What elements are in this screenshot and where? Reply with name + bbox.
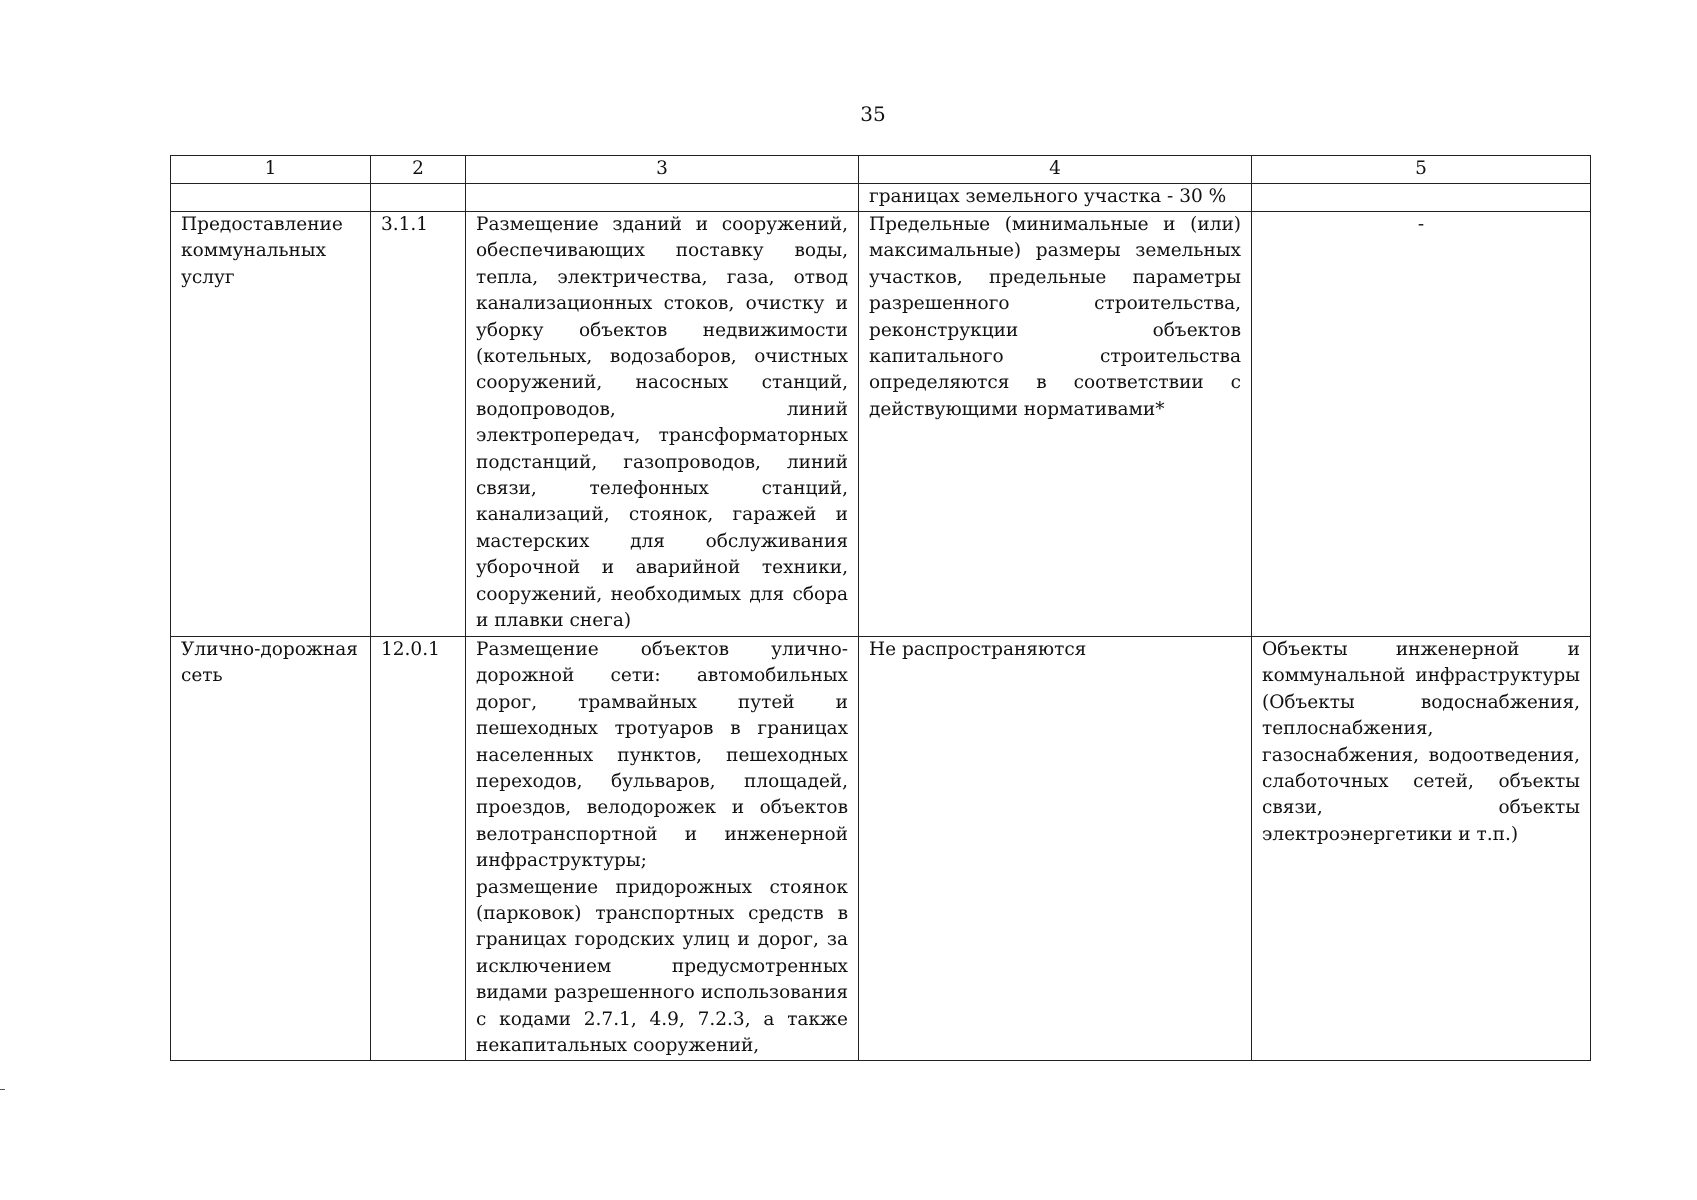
use-notes-cell: - [1252,212,1591,637]
use-parameters-cell: Не распространяются [859,637,1252,1061]
scan-artifact-mark [0,1089,5,1090]
use-parameters-cell: Предельные (минимальные и (или) максимальные) размеры земельных участков, предельные параметры разрешенного строительства, реконструкции объектов капитального строительства определяются в соответствии с действующими нормативами* [859,212,1252,637]
table-row [171,212,1591,637]
table-header-row [171,156,1591,184]
header-cell-2: 2 [371,156,466,184]
page-number: 35 [860,102,886,126]
header-cell-3: 3 [466,156,859,184]
use-name-cell: Улично-дорожная сеть [171,637,371,1061]
use-description-cell: Размещение зданий и сооружений, обеспечивающих поставку воды, тепла, электричества, газа, отвод канализационных стоков, очистку и уборку объектов недвижимости (котельных, водозаборов, очистных сооружений, насосных станций, водопроводов, линий электропередач, трансформаторных подстанций, газопроводов, линий связи, телефонных станций, канализаций, стоянок, гаражей и мастерских для обслуживания уборочной и аварийной техники, сооружений, необходимых для сбора и плавки снега) [466,212,859,637]
use-notes-cell: Объекты инженерной и коммунальной инфраструктуры (Объекты водоснабжения, теплоснабжения, газоснабжения, водоотведения, слаботочных сетей, объекты связи, объекты электроэнергетики и т.п.) [1252,637,1591,1061]
table-row [171,637,1591,1061]
use-description-cell [466,637,859,1061]
header-cell-1: 1 [171,156,371,184]
use-name-cell: Предоставление коммунальных услуг [171,212,371,637]
land-use-table [170,155,1591,1061]
continuation-cell-5 [1252,184,1591,212]
header-cell-5: 5 [1252,156,1591,184]
description-paragraph: размещение придорожных стоянок (парковок) транспортных средств в границах городских улиц и дорог, за исключением предусмотренных видами разрешенного использования с кодами 2.7.1, 4.9, 7.2.3, а также некапитальных сооружений, [476,876,848,1057]
continuation-row [171,184,1591,212]
use-code-cell: 12.0.1 [371,637,466,1061]
continuation-cell-1 [171,184,371,212]
continuation-cell-2 [371,184,466,212]
continuation-cell-3 [466,184,859,212]
continuation-cell-4: границах земельного участка - 30 % [859,184,1252,212]
use-code-cell: 3.1.1 [371,212,466,637]
description-paragraph: Размещение объектов улично-дорожной сети: автомобильных дорог, трамвайных путей и пешеходных тротуаров в границах населенных пунктов, пешеходных переходов, бульваров, площадей, проездов, велодорожек и объектов велотранспортной и инженерной инфраструктуры; [476,639,848,872]
header-cell-4: 4 [859,156,1252,184]
